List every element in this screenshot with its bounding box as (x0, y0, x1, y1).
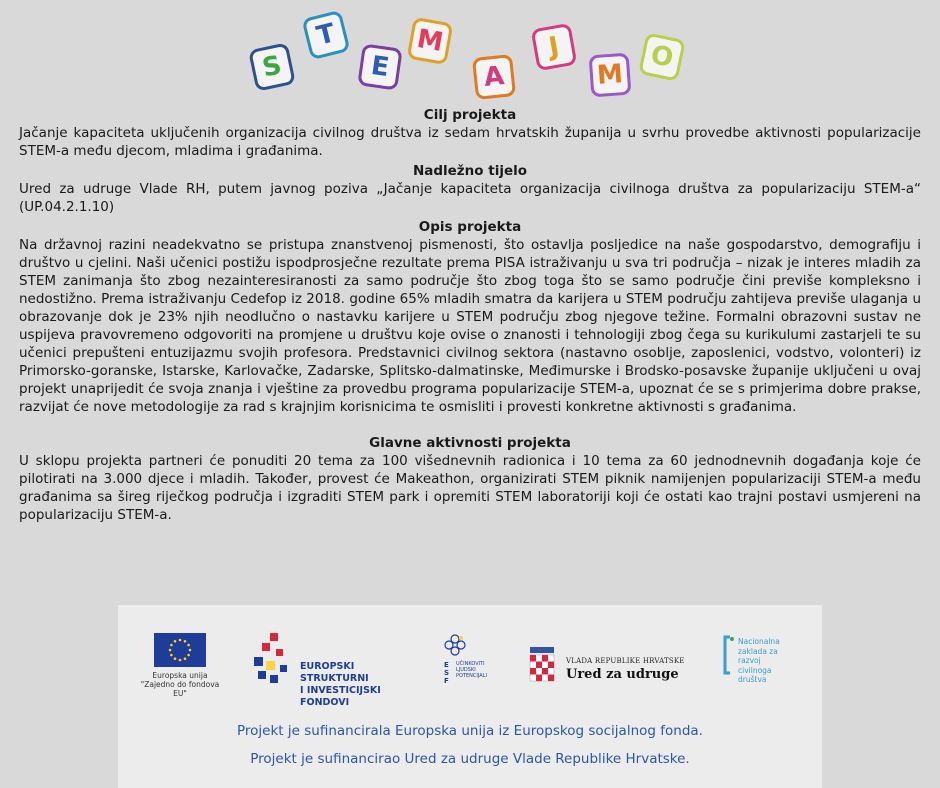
goal-heading: Cilj projekta (423, 107, 517, 123)
logo-tile-j: J (531, 23, 578, 71)
description-heading: Opis projekta (418, 219, 522, 235)
authority-heading: Nadležno tijelo (412, 163, 528, 179)
project-content (19, 106, 921, 524)
eu-caption (134, 671, 226, 698)
eu-caption-line1: Europska unija (152, 671, 208, 680)
logo-tile-s: S (248, 42, 296, 91)
activities-heading: Glavne aktivnosti projekta (369, 435, 571, 451)
esi-line2: I INVESTICIJSKI FONDOVI (300, 685, 381, 708)
nz-line3: razvoj (738, 656, 761, 665)
nz-line4: civilnoga (738, 665, 772, 675)
esf-line1: UČINKOVITI (456, 661, 485, 667)
stemajmo-logo (246, 8, 686, 96)
esf-logo (442, 631, 502, 691)
description-text: Na državnoj razini neadekvatno se pristupa znanstvenoj pismenosti, što ostavlja posljedice na naše gospodarstvo, demografiju i društvo u cjelini. Naši učenici postižu ispodprosječne rezultate prema PISA istraživanju u sva tri područja – nizak je interes mladih za STEM zanimanja što zbog nezainteresiranosti za samo područje što zbog toga što se samo područje čini previše kompleksno i nedostižno. Prema istraživanju Cedefop iz 2018. godine 65% mladih smatra da karijera u STEM području zahtijeva previše ulaganja u obrazovanje dok je 23% njih neodlučno o nastavku karijere u STEM području zbog njegove težine. Formalni obrazovni sustav ne uspijeva pravovremeno odgovoriti na promjene u društvu koje ovise o znanosti i tehnologiji zbog čega su kurikulumi zastarjeli te su učenici prepušteni entuzijazmu svojih profesora. Predstavnici civilnog sektora (nastavno osoblje, zaposlenici, vodstvo, volonteri) iz Primorsko-goranske, Istarske, Karlovačke, Zadarske, Splitsko-dalmatinske, Međimurske i Brodsko-posavske županije uključeni u ovaj projekt unaprijedit će svoja znanja i vještine za provedbu programa popularizacije STEM-a, upoznat će se s primjerima dobre prakse, razvijat će nove metodologije za rad s krajnjim korisnicima te osmisliti i provesti konkretne aktivnosti s građanima. (19, 237, 921, 415)
bracket-icon (722, 635, 736, 675)
logo-tile-a: A (472, 54, 516, 100)
logo-tile-m2: M (589, 53, 632, 98)
eu-caption-line2: "Zajedno do fondova EU" (140, 680, 220, 698)
goal-text: Jačanje kapaciteta uključenih organizacija civilnog društva iz sedam hrvatskih županija u svrhu provedbe aktivnosti popularizacije STEM-a među djecom, mladima i građanima. (19, 125, 921, 159)
esi-funds-logo (252, 631, 422, 708)
ured-credit-text: Projekt je sufinancirao Ured za udruge Vlade Republike Hrvatske. (250, 751, 690, 767)
esf-letters: ESF (444, 661, 450, 685)
eu-credit-text: Projekt je sufinancirala Europska unija iz Europskog socijalnog fonda. (237, 723, 703, 739)
nz-line1: Nacionalna (738, 637, 780, 646)
nz-line5: društva (738, 675, 767, 684)
esf-text (456, 661, 487, 679)
esi-text (300, 661, 422, 709)
esf-flower-icon (444, 633, 466, 663)
logo-tile-e: E (357, 43, 402, 90)
nz-text (738, 637, 780, 685)
croatian-coat-of-arms-icon (528, 647, 556, 689)
logo-tile-o: O (638, 32, 686, 81)
esf-line3: POTENCIJALI (456, 673, 487, 679)
eu-flag-icon (154, 633, 206, 667)
nacionalna-zaklada-logo (722, 631, 812, 695)
esi-squares-icon (252, 631, 298, 691)
spacer (19, 416, 921, 434)
ured-title: Ured za udruge (566, 667, 679, 682)
authority-text: Ured za udruge Vlade RH, putem javnog poziva „Jačanje kapaciteta organizacija civilnoga društva za popularizaciju STEM-a“ (UP.04.2.1.10) (19, 181, 921, 215)
ured-za-udruge-logo (528, 647, 708, 691)
esi-line1: EUROPSKI STRUKTURNI (300, 661, 369, 684)
nz-line2: zaklada za (738, 646, 778, 656)
vlada-title: VLADA REPUBLIKE HRVATSKE (566, 657, 685, 665)
activities-text: U sklopu projekta partneri će ponuditi 20 tema za 100 višednevnih radionica i 10 tema za 60 jednodnevnih događanja koje će pilotirati na 3.000 djece i mladih. Također, provest će Makeathon, organizirati STEM piknik namijenjen popularizaciji STEM-a među građanima sa šireg riječkog područja i izgraditi STEM park i opremiti STEM laboratoriji koji će ostati kao trajni postavi usmjereni na popularizaciju STEM-a. (19, 453, 921, 523)
funding-footer (118, 605, 822, 788)
logo-tile-t: T (302, 10, 351, 60)
esf-line2: LJUDSKI (456, 667, 476, 673)
logo-tile-m1: M (407, 17, 454, 65)
